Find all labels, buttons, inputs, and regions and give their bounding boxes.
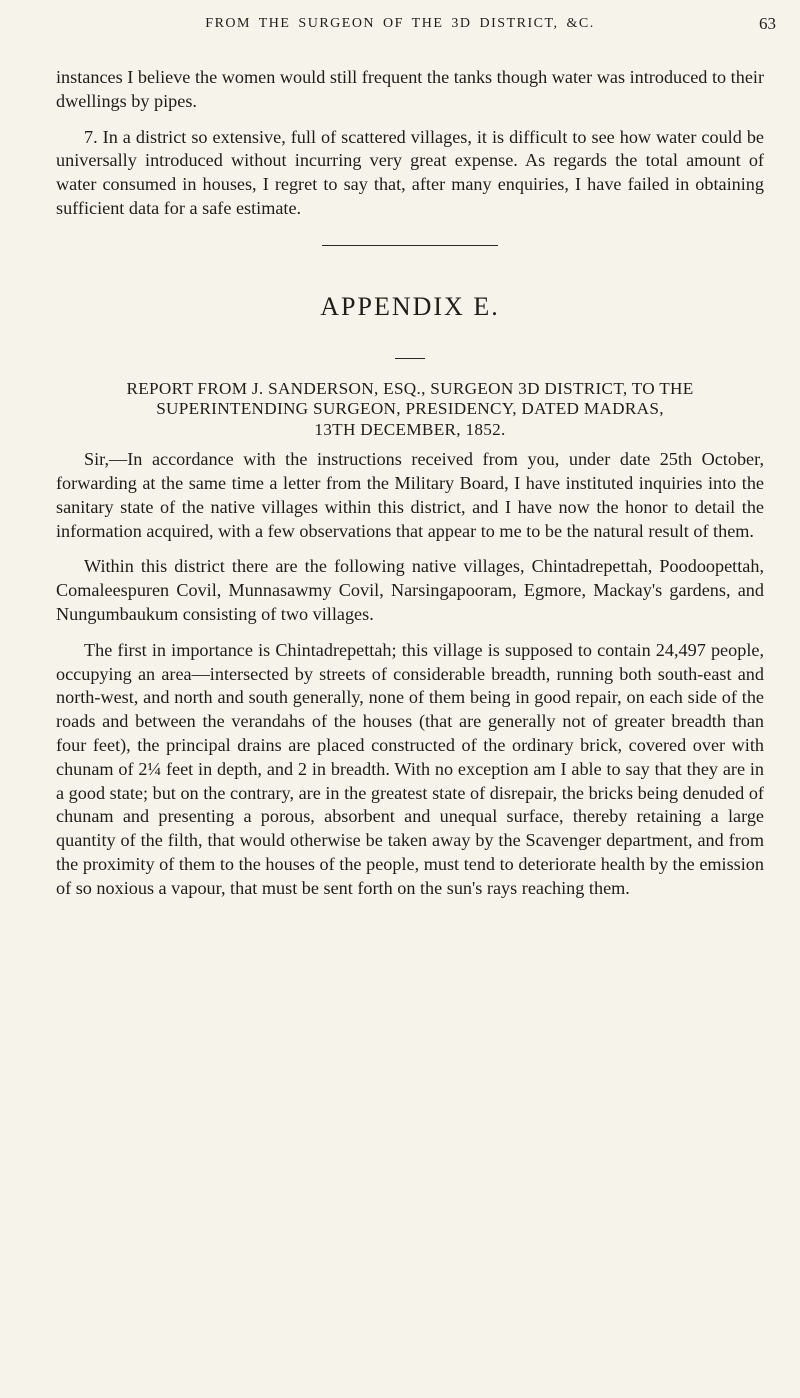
running-title: FROM THE SURGEON OF THE 3D DISTRICT, &C. <box>205 16 595 31</box>
report-title-line: 13TH DECEMBER, 1852. <box>314 419 506 439</box>
report-title-line: SUPERINTENDING SURGEON, PRESIDENCY, DATED MADRAS, <box>156 399 664 419</box>
villages-paragraph: Within this district there are the following native villages, Chintadrepettah, Poodoopettah, Comaleespuren Covil, Munnasawmy Covil, Narsingapooram, Egmore, Mackay's gardens, and Nungumbaukum consisting of two villages. <box>56 556 764 625</box>
heading-rule <box>395 358 425 359</box>
running-head <box>0 16 800 40</box>
report-title <box>62 379 758 441</box>
salutation-paragraph: Sir,—In accordance with the instructions received from you, under date 25th October, forwarding at the same time a letter from the Military Board, I have instituted inquiries into the sanitary state of the native villages within this district, and I have now the honor to detail the information acquired, with a few observations that appear to me to be the natural result of them. <box>56 449 764 541</box>
section-divider <box>322 245 498 246</box>
page-number: 63 <box>759 14 776 33</box>
report-title-line: REPORT FROM J. SANDERSON, ESQ., SURGEON 3D DISTRICT, TO THE <box>126 378 694 398</box>
appendix-heading: APPENDIX E. <box>320 291 500 321</box>
paragraph-7: 7. In a district so extensive, full of scattered villages, it is difficult to see how water could be universally introduced without incurring very great expense. As regards the total amount of water consumed in houses, I regret to say that, after many enquiries, I have failed in obtaining sufficient data for a safe estimate. <box>56 126 764 218</box>
chintadrepettah-paragraph: The first in importance is Chintadrepettah; this village is supposed to contain 24,497 people, occupying an area—intersected by streets of considerable breadth, running both south-east and north-west, and north and south generally, none of them being in good repair, on each side of the roads and between the verandahs of the houses (that are generally not of greater breadth than four feet), the principal drains are placed constructed of the ordinary brick, covered over with chunam of 2¼ feet in depth, and 2 in breadth. With no exception am I able to say that they are in a good state; but on the contrary, are in the greatest state of disrepair, the bricks being denuded of chunam and presenting a porous, absorbent and unequal surface, thereby retaining a large quantity of the filth, that would otherwise be taken away by the Scavenger department, and from the proximity of them to the houses of the people, must tend to deteriorate health by the emission of so noxious a vapour, that must be sent forth on the sun's rays reaching them. <box>56 639 764 898</box>
body-text <box>56 66 764 901</box>
paragraph-continuation: instances I believe the women would still frequent the tanks though water was introduced to their dwellings by pipes. <box>56 67 764 111</box>
